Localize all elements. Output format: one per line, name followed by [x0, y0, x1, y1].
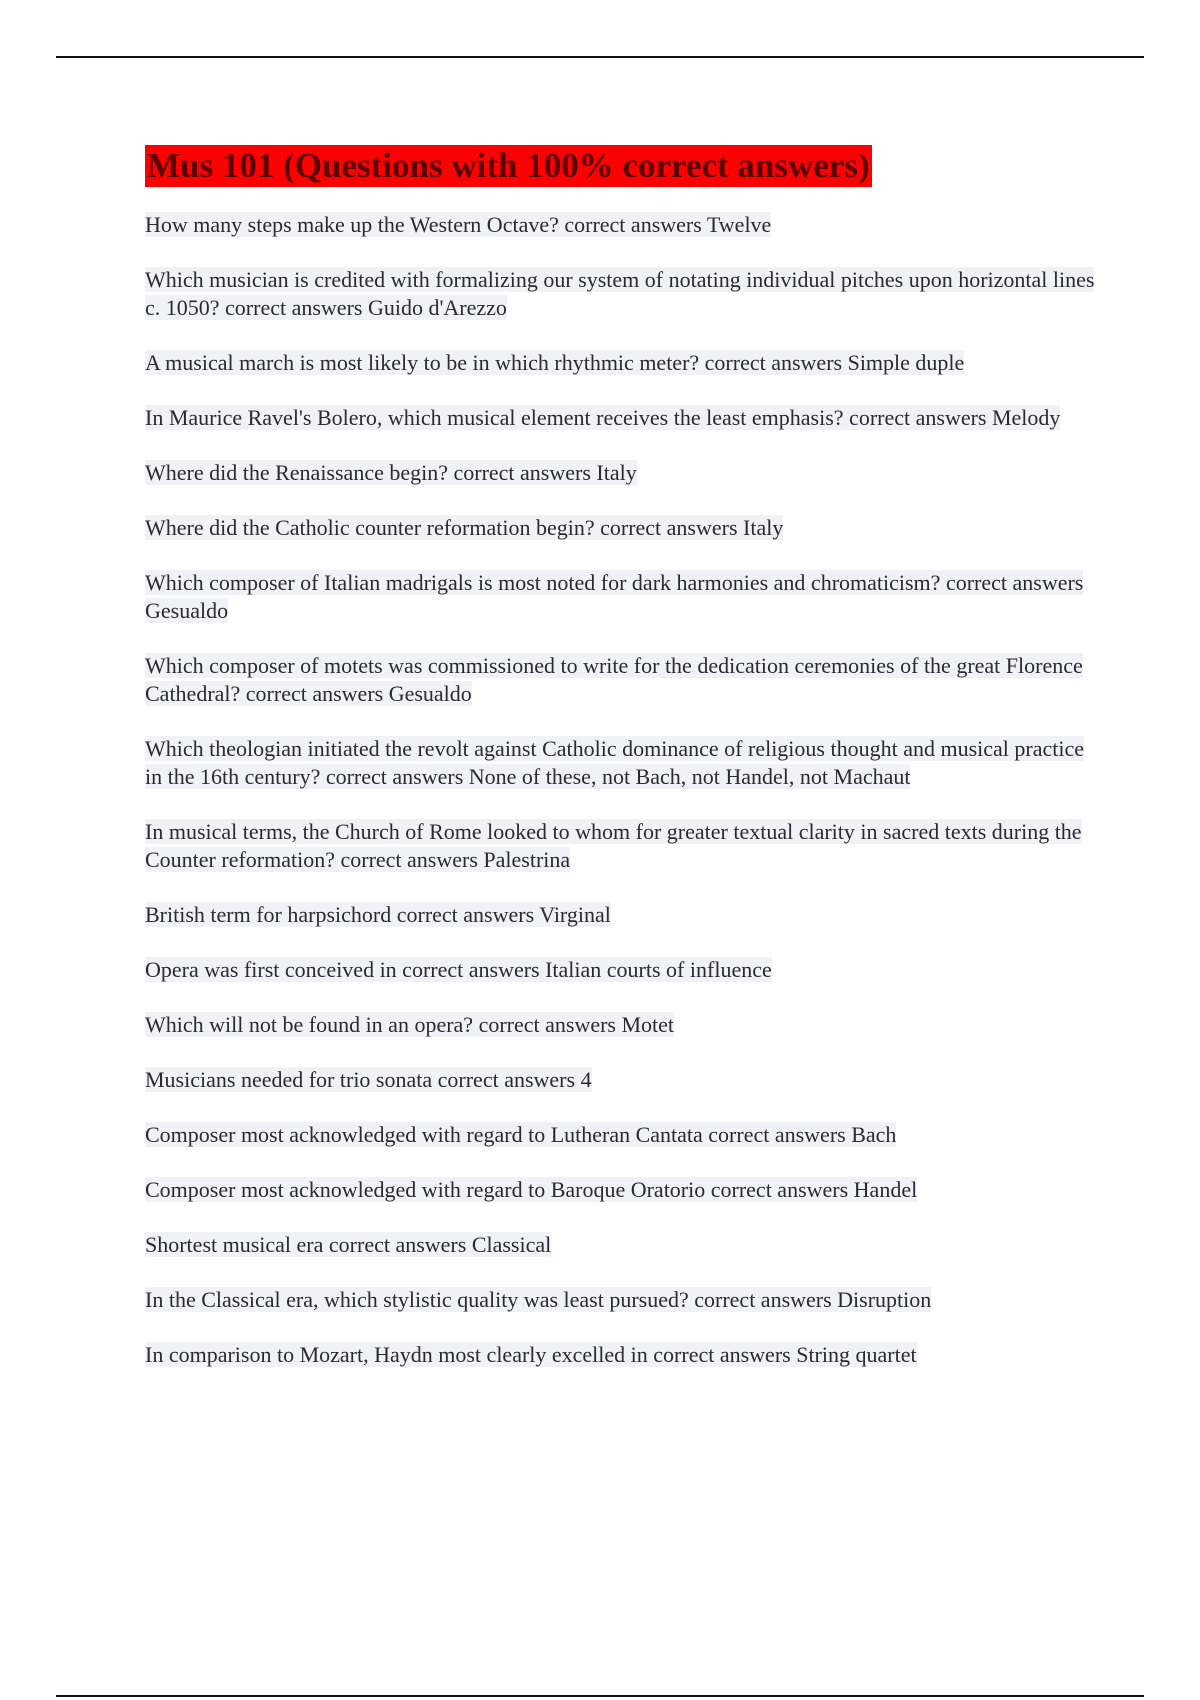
qa-text: Musicians needed for trio sonata correct answers 4	[145, 1067, 592, 1092]
question-answer-list	[145, 211, 1095, 1369]
qa-text: How many steps make up the Western Octave? correct answers Twelve	[145, 212, 772, 237]
qa-text: Which composer of motets was commissioned to write for the dedication ceremonies of the great Florence Cathedral? correct answers Gesualdo	[145, 653, 1083, 706]
qa-item	[145, 459, 1095, 487]
qa-item	[145, 349, 1095, 377]
qa-text: Which will not be found in an opera? correct answers Motet	[145, 1012, 675, 1037]
qa-item	[145, 1341, 1095, 1369]
qa-text: A musical march is most likely to be in which rhythmic meter? correct answers Simple duple	[145, 350, 965, 375]
qa-text: Which theologian initiated the revolt against Catholic dominance of religious thought and musical practice in the 16th century? correct answers None of these, not Bach, not Handel, not Machaut	[145, 736, 1085, 789]
qa-item	[145, 1121, 1095, 1149]
qa-item	[145, 1231, 1095, 1259]
qa-text: Which composer of Italian madrigals is most noted for dark harmonies and chromaticism? correct answers Gesualdo	[145, 570, 1084, 623]
qa-text: Composer most acknowledged with regard to Baroque Oratorio correct answers Handel	[145, 1177, 918, 1202]
qa-item	[145, 569, 1095, 625]
qa-item	[145, 735, 1095, 791]
qa-item	[145, 956, 1095, 984]
qa-text: Where did the Catholic counter reformation begin? correct answers Italy	[145, 515, 784, 540]
document-body	[145, 145, 1095, 1396]
qa-item	[145, 818, 1095, 874]
qa-text: In comparison to Mozart, Haydn most clearly excelled in correct answers String quartet	[145, 1342, 917, 1367]
qa-text: Shortest musical era correct answers Classical	[145, 1232, 552, 1257]
qa-item	[145, 1011, 1095, 1039]
qa-item	[145, 514, 1095, 542]
qa-item	[145, 1286, 1095, 1314]
qa-text: Where did the Renaissance begin? correct answers Italy	[145, 460, 637, 485]
qa-text: In Maurice Ravel's Bolero, which musical element receives the least emphasis? correct answers Melody	[145, 405, 1061, 430]
qa-item	[145, 1066, 1095, 1094]
qa-item	[145, 211, 1095, 239]
qa-text: Composer most acknowledged with regard to Lutheran Cantata correct answers Bach	[145, 1122, 897, 1147]
document-title: Mus 101 (Questions with 100% correct answers)	[147, 146, 870, 185]
qa-text: In musical terms, the Church of Rome looked to whom for greater textual clarity in sacred texts during the Counter reformation? correct answers Palestrina	[145, 819, 1082, 872]
qa-item	[145, 404, 1095, 432]
qa-text: In the Classical era, which stylistic quality was least pursued? correct answers Disruption	[145, 1287, 932, 1312]
qa-text: British term for harpsichord correct answers Virginal	[145, 902, 611, 927]
qa-item	[145, 1176, 1095, 1204]
qa-item	[145, 652, 1095, 708]
qa-item	[145, 266, 1095, 322]
qa-text: Which musician is credited with formalizing our system of notating individual pitches upon horizontal lines c. 1050? correct answers Guido d'Arezzo	[145, 267, 1095, 320]
bottom-rule	[56, 1695, 1144, 1697]
top-rule	[56, 56, 1144, 58]
qa-text: Opera was first conceived in correct answers Italian courts of influence	[145, 957, 772, 982]
qa-item	[145, 901, 1095, 929]
